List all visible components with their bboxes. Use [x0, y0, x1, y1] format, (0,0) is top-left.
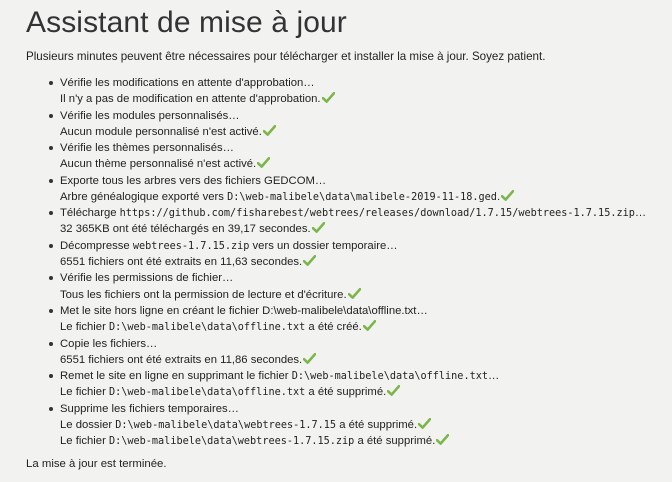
step-text: Remet le site en ligne en supprimant le fichier — [60, 370, 292, 383]
step-item — [26, 336, 666, 368]
step-text: 6551 fichiers ont été extraits en 11,63 secondes. — [60, 255, 303, 268]
check-icon — [418, 418, 431, 429]
step-text: 32 365KB ont été téléchargés en 39,17 secondes. — [60, 223, 311, 236]
check-icon — [257, 157, 270, 168]
step-item — [26, 401, 666, 450]
step-item — [26, 238, 666, 270]
check-icon — [501, 190, 514, 201]
page-title: Assistant de mise à jour — [26, 6, 347, 39]
step-text: Aucun thème personnalisé n'est activé. — [60, 158, 257, 171]
path-text: https://github.com/fisharebest/webtrees/releases/download/1.7.15/webtrees-1.7.15.zip — [119, 208, 635, 220]
check-icon — [303, 353, 316, 364]
step-item — [26, 368, 666, 400]
step-text: Copie les fichiers… — [60, 337, 158, 350]
path-text: D:\web-malibele\data\malibele-2019-11-18.ged — [227, 191, 497, 203]
path-text: D:\web-malibele\data\offline.txt — [108, 322, 306, 334]
step-text: Vérifie les permissions de fichier… — [60, 272, 234, 285]
step-text: 6551 fichiers ont été extraits en 11,86 secondes. — [60, 353, 303, 366]
step-text: vers un dossier temporaire… — [249, 239, 398, 252]
step-list — [26, 75, 666, 449]
step-text: Exporte tous les arbres vers des fichiers GEDCOM… — [60, 174, 327, 187]
step-result — [60, 352, 666, 368]
step-text: a été supprimé. — [354, 435, 436, 448]
step-result — [60, 433, 666, 449]
step-action — [60, 205, 666, 221]
step-item — [26, 140, 666, 172]
upgrade-wizard — [26, 4, 666, 472]
step-text: Décompresse — [60, 239, 133, 252]
step-result — [60, 189, 666, 205]
step-result — [60, 124, 666, 140]
step-item — [26, 108, 666, 140]
step-text: Télécharge — [60, 207, 120, 220]
check-icon — [312, 222, 325, 233]
step-text: a été supprimé. — [336, 418, 418, 431]
step-action — [60, 336, 666, 352]
step-text: Vérifie les thèmes personnalisés… — [60, 142, 234, 155]
step-action — [60, 108, 666, 124]
intro-text: Plusieurs minutes peuvent être nécessaires pour télécharger et installer la mise à jour. Soyez patient. — [26, 50, 546, 63]
path-text: D:\web-malibele\data\webtrees-1.7.15 — [115, 419, 337, 431]
step-text: Le fichier — [60, 386, 109, 399]
step-result — [60, 287, 666, 303]
step-text: Vérifie les modifications en attente d'approbation… — [60, 77, 315, 89]
step-item — [26, 75, 666, 107]
step-action — [60, 368, 666, 384]
step-action — [60, 173, 666, 189]
step-action — [60, 401, 666, 417]
step-text: Supprime les fichiers temporaires… — [60, 402, 239, 415]
step-item — [26, 270, 666, 302]
check-icon — [363, 320, 376, 331]
step-text: a été créé. — [305, 321, 362, 334]
step-action — [60, 75, 666, 91]
step-result — [60, 384, 666, 400]
check-icon — [387, 385, 400, 396]
completion-message: La mise à jour est terminée. — [26, 458, 167, 471]
step-text: Aucun module personnalisé n'est activé. — [60, 125, 262, 138]
step-text: Le fichier — [60, 435, 109, 448]
step-result — [60, 319, 666, 335]
step-result — [60, 221, 666, 237]
step-result — [60, 417, 666, 433]
check-icon — [348, 288, 361, 299]
step-text: Tous les fichiers ont la permission de lecture et d'écriture. — [60, 288, 347, 301]
step-text: Vérifie les modules personnalisés… — [60, 109, 240, 122]
step-text: … — [487, 370, 500, 383]
step-result — [60, 156, 666, 172]
step-text: . — [496, 190, 501, 203]
step-result — [60, 91, 666, 107]
step-text: a été supprimé. — [305, 386, 387, 399]
path-text: D:\web-malibele\data\offline.txt — [291, 371, 488, 383]
path-text: D:\web-malibele\data\webtrees-1.7.15.zip — [108, 436, 355, 448]
step-text: … — [634, 207, 647, 220]
step-action — [60, 238, 666, 254]
step-text: Arbre généalogique exporté vers — [60, 190, 228, 203]
step-text: Il n'y a pas de modification en attente d'approbation. — [60, 93, 321, 106]
step-item — [26, 303, 666, 335]
check-icon — [303, 255, 316, 266]
step-result — [60, 254, 666, 270]
path-text: D:\web-malibele\data\offline.txt — [108, 387, 306, 399]
step-action — [60, 303, 666, 319]
path-text: webtrees-1.7.15.zip — [132, 240, 250, 252]
step-text: Met le site hors ligne en créant le fichier D:\web-malibele\data\offline.txt… — [60, 305, 428, 318]
check-icon — [322, 92, 335, 103]
step-text: Le fichier — [60, 321, 109, 334]
step-action — [60, 140, 666, 156]
check-icon — [263, 125, 276, 136]
step-text: Le dossier — [60, 418, 116, 431]
check-icon — [436, 434, 449, 445]
step-item — [26, 205, 666, 237]
step-item — [26, 173, 666, 205]
step-action — [60, 270, 666, 286]
